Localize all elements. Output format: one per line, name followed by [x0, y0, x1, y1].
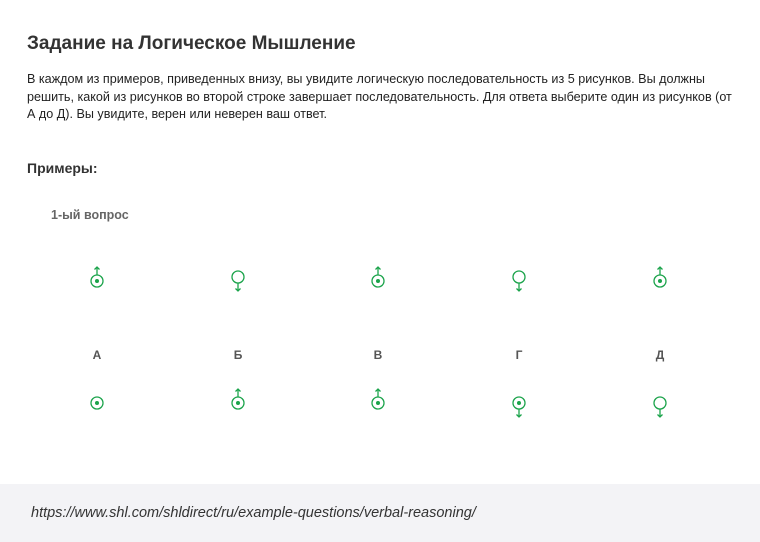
circle-dot-arrow-down-icon [499, 383, 539, 423]
answer-option-b[interactable] [218, 383, 258, 423]
circle-dot-icon [77, 383, 117, 423]
answer-option-d[interactable] [640, 383, 680, 423]
circle-dot-arrow-up-icon [77, 259, 117, 299]
answer-letter-b: Б [233, 348, 243, 362]
page-title: Задание на Логическое Мышление [27, 33, 356, 54]
examples-heading: Примеры: [27, 160, 98, 176]
answer-options-row [0, 383, 760, 423]
circle-arrow-down-icon [218, 259, 258, 299]
source-footer [0, 484, 760, 542]
answer-letters-row [0, 346, 760, 364]
circle-dot-arrow-up-icon [358, 383, 398, 423]
sequence-row [0, 259, 760, 299]
answer-letter-d: Д [655, 348, 665, 362]
answer-letter-g: Г [515, 348, 523, 362]
circle-arrow-down-icon [640, 383, 680, 423]
answer-letter-a: А [92, 348, 102, 362]
answer-option-a[interactable] [77, 383, 117, 423]
instructions-text: В каждом из примеров, приведенных внизу, вы увидите логическую последовательность из 5 рисунков. Вы должны решить, какой из рисунков во второй строке завершает последовательность. Для ответа выберите один из рисунков (от А до Д). Вы увидите, верен или неверен ваш ответ. [27, 72, 732, 121]
circle-dot-arrow-up-icon [640, 259, 680, 299]
question-label: 1-ый вопрос [51, 208, 129, 222]
circle-arrow-down-icon [499, 259, 539, 299]
circle-dot-arrow-up-icon [218, 383, 258, 423]
answer-option-v[interactable] [358, 383, 398, 423]
circle-dot-arrow-up-icon [358, 259, 398, 299]
source-url: https://www.shl.com/shldirect/ru/example-questions/verbal-reasoning/ [31, 505, 476, 521]
answer-letter-v: В [373, 348, 383, 362]
answer-option-g[interactable] [499, 383, 539, 423]
